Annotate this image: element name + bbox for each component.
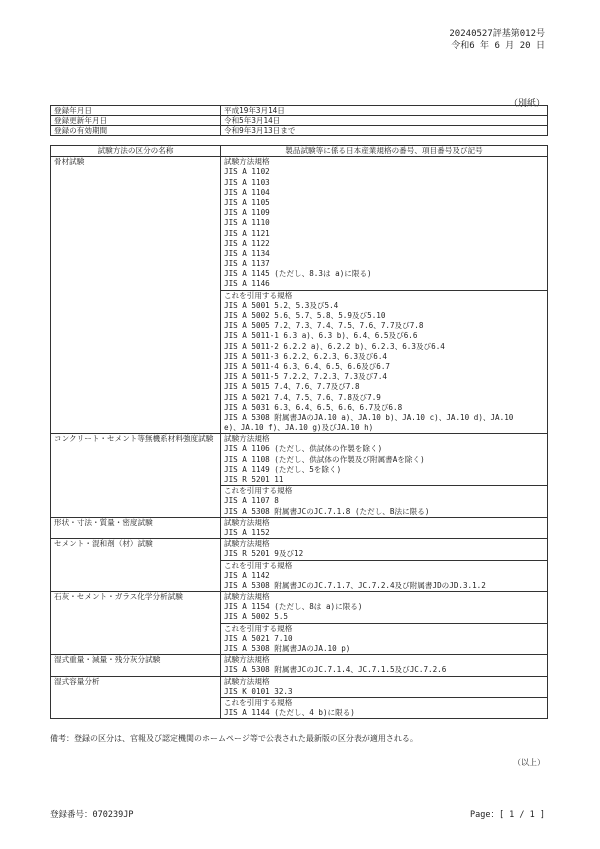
standard-line: JIS A 1145 (ただし、8.3は a)に限る) bbox=[224, 269, 372, 279]
test-category-name: 湿式容量分析 bbox=[51, 676, 221, 719]
registration-row bbox=[51, 116, 548, 126]
test-method-standards-block bbox=[221, 655, 547, 675]
standard-line: JIS A 5002 5.5 bbox=[224, 612, 289, 622]
standards-cell bbox=[221, 655, 548, 676]
citing-standards-block bbox=[221, 697, 547, 718]
block-heading: 試験方法規格 bbox=[224, 676, 270, 686]
test-category-name: 湿式重量・減量・残分灰分試験 bbox=[51, 655, 221, 676]
block-heading: 試験方法規格 bbox=[224, 655, 270, 665]
standard-line: JIS A 5021 7.10 bbox=[224, 633, 293, 643]
column-header-standards: 製品試験等に係る日本産業規格の番号、項目番号及び記号 bbox=[221, 146, 548, 157]
standard-line: JIS A 5011-1 6.3 a)、6.3 b)、6.4、6.5及び6.6 bbox=[224, 331, 418, 341]
standards-cell bbox=[221, 434, 548, 518]
test-method-standards-block bbox=[221, 434, 547, 485]
column-header-category: 試験方法の区分の名称 bbox=[51, 146, 221, 157]
standard-line: JIS A 5011-5 7.2.2、7.2.3、7.3及び7.4 bbox=[224, 372, 387, 382]
test-category-name: 骨材試験 bbox=[51, 157, 221, 434]
test-category-name: セメント・混和剤（材）試験 bbox=[51, 539, 221, 592]
test-method-standards-block bbox=[221, 677, 547, 697]
end-mark: （以上） bbox=[513, 758, 545, 767]
standard-line: JIS A 5308 附属書JCのJC.7.1.8 (ただし、B法に限る) bbox=[224, 506, 430, 516]
block-heading: これを引用する規格 bbox=[224, 290, 293, 300]
block-heading: これを引用する規格 bbox=[224, 486, 293, 496]
test-category-name: コンクリート・セメント等無機系材料強度試験 bbox=[51, 434, 221, 518]
standard-line: JIS A 5011-3 6.2.2、6.2.3、6.3及び6.4 bbox=[224, 351, 387, 361]
table-row bbox=[51, 592, 548, 655]
test-method-standards-block bbox=[221, 539, 547, 559]
standard-line: JIS A 1107 8 bbox=[224, 496, 279, 506]
registration-number: 登録番号：070239JP bbox=[50, 810, 134, 820]
registration-label: 登録の有効期間 bbox=[51, 126, 221, 136]
standard-line: JIS A 5002 5.6、5.7、5.8、5.9及び5.10 bbox=[224, 311, 386, 321]
remarks-note: 備考：登録の区分は、官報及び認定機関のホームページ等で公表された最新版の区分表が適用される。 bbox=[50, 734, 418, 743]
standard-line: JIS A 5308 附属書JAのJA.10 a)、JA.10 b)、JA.10 c)、JA.10 d)、JA.10 bbox=[224, 412, 514, 422]
standard-line: JIS A 5005 7.2、7.3、7.4、7.5、7.6、7.7及び7.8 bbox=[224, 321, 424, 331]
table-row bbox=[51, 434, 548, 518]
test-method-table bbox=[50, 145, 548, 719]
registration-row bbox=[51, 106, 548, 116]
standards-cell bbox=[221, 157, 548, 434]
citing-standards-block bbox=[221, 485, 547, 517]
standard-line: JIS A 5308 附属書JCのJC.7.1.4、JC.7.1.5及びJC.7.2.6 bbox=[224, 665, 447, 675]
table-row bbox=[51, 517, 548, 538]
citing-standards-block bbox=[221, 623, 547, 655]
table-row bbox=[51, 655, 548, 676]
standard-line: JIS A 1144 (ただし、4 b)に限る) bbox=[224, 708, 355, 718]
standard-line: JIS A 1137 bbox=[224, 259, 270, 269]
standard-line: JIS A 1122 bbox=[224, 238, 270, 248]
registration-value: 令和5年3月14日 bbox=[221, 116, 548, 126]
block-heading: これを引用する規格 bbox=[224, 623, 293, 633]
standard-line: JIS A 1134 bbox=[224, 248, 270, 258]
standard-line: JIS A 1121 bbox=[224, 228, 270, 238]
table-header-row bbox=[51, 146, 548, 157]
standard-line: JIS A 5021 7.4、7.5、7.6、7.8及び7.9 bbox=[224, 392, 381, 402]
standard-line: JIS A 1110 bbox=[224, 218, 270, 228]
test-category-name: 形状・寸法・質量・密度試験 bbox=[51, 517, 221, 538]
citing-standards-block bbox=[221, 560, 547, 592]
block-heading: 試験方法規格 bbox=[224, 157, 270, 167]
standards-cell bbox=[221, 592, 548, 655]
registration-label: 登録年月日 bbox=[51, 106, 221, 116]
block-heading: これを引用する規格 bbox=[224, 560, 293, 570]
document-date: 令和6 年 6 月 20 日 bbox=[451, 41, 545, 51]
document-number: 20240527評基第012号 bbox=[449, 29, 545, 39]
test-method-standards-block bbox=[221, 518, 547, 538]
test-method-standards-block bbox=[221, 157, 547, 289]
annex-label: （別紙） bbox=[508, 99, 545, 109]
standards-cell bbox=[221, 539, 548, 592]
standard-line: JIS A 1104 bbox=[224, 187, 270, 197]
standard-line: JIS A 1102 bbox=[224, 167, 270, 177]
table-row bbox=[51, 539, 548, 592]
standard-line: JIS A 5015 7.4、7.6、7.7及び7.8 bbox=[224, 382, 360, 392]
page-indicator: Page：[ 1 / 1 ] bbox=[469, 810, 545, 820]
standard-line: JIS A 1152 bbox=[224, 527, 270, 537]
test-method-standards-block bbox=[221, 592, 547, 623]
standard-line: JIS R 5201 11 bbox=[224, 475, 284, 485]
registration-value: 令和9年3月13日まで bbox=[221, 126, 548, 136]
citing-standards-block bbox=[221, 290, 547, 434]
standard-line: JIS A 5001 5.2、5.3及び5.4 bbox=[224, 300, 339, 310]
block-heading: これを引用する規格 bbox=[224, 697, 293, 707]
standards-cell bbox=[221, 676, 548, 719]
standard-line: JIS A 5031 6.3、6.4、6.5、6.6、6.7及び6.8 bbox=[224, 402, 403, 412]
standard-line: e)、JA.10 f)、JA.10 g)及びJA.10 h) bbox=[224, 423, 374, 433]
table-row bbox=[51, 676, 548, 719]
standard-line: JIS A 1105 bbox=[224, 197, 270, 207]
standard-line: JIS R 5201 9及び12 bbox=[224, 549, 304, 559]
standard-line: JIS A 5308 附属書JCのJC.7.1.7、JC.7.2.4及び附属書JDのJD.3.1.2 bbox=[224, 580, 486, 590]
standard-line: JIS A 1103 bbox=[224, 177, 270, 187]
test-category-name: 石灰・セメント・ガラス化学分析試験 bbox=[51, 592, 221, 655]
standard-line: JIS A 5308 附属書JAのJA.10 p) bbox=[224, 644, 351, 654]
standards-cell bbox=[221, 517, 548, 538]
standard-line: JIS A 1142 bbox=[224, 570, 270, 580]
standard-line: JIS A 1149 (ただし、5を除く) bbox=[224, 464, 342, 474]
standard-line: JIS A 1106 (ただし、供試体の作製を除く) bbox=[224, 444, 383, 454]
registration-table bbox=[50, 105, 548, 136]
standard-line: JIS A 1108 (ただし、供試体の作製及び附属書Aを除く) bbox=[224, 454, 425, 464]
standard-line: JIS K 0101 32.3 bbox=[224, 686, 293, 696]
registration-label: 登録更新年月日 bbox=[51, 116, 221, 126]
standard-line: JIS A 1154 (ただし、8は a)に限る) bbox=[224, 602, 363, 612]
standard-line: JIS A 5011-2 6.2.2 a)、6.2.2 b)、6.2.3、6.3及び6.4 bbox=[224, 341, 445, 351]
document-header bbox=[449, 28, 545, 52]
block-heading: 試験方法規格 bbox=[224, 539, 270, 549]
standard-line: JIS A 1146 bbox=[224, 279, 270, 289]
table-row bbox=[51, 157, 548, 434]
registration-value: 平成19年3月14日 bbox=[221, 106, 548, 116]
block-heading: 試験方法規格 bbox=[224, 592, 270, 602]
block-heading: 試験方法規格 bbox=[224, 434, 270, 444]
block-heading: 試験方法規格 bbox=[224, 517, 270, 527]
standard-line: JIS A 1109 bbox=[224, 208, 270, 218]
standard-line: JIS A 5011-4 6.3、6.4、6.5、6.6及び6.7 bbox=[224, 361, 390, 371]
registration-row bbox=[51, 126, 548, 136]
